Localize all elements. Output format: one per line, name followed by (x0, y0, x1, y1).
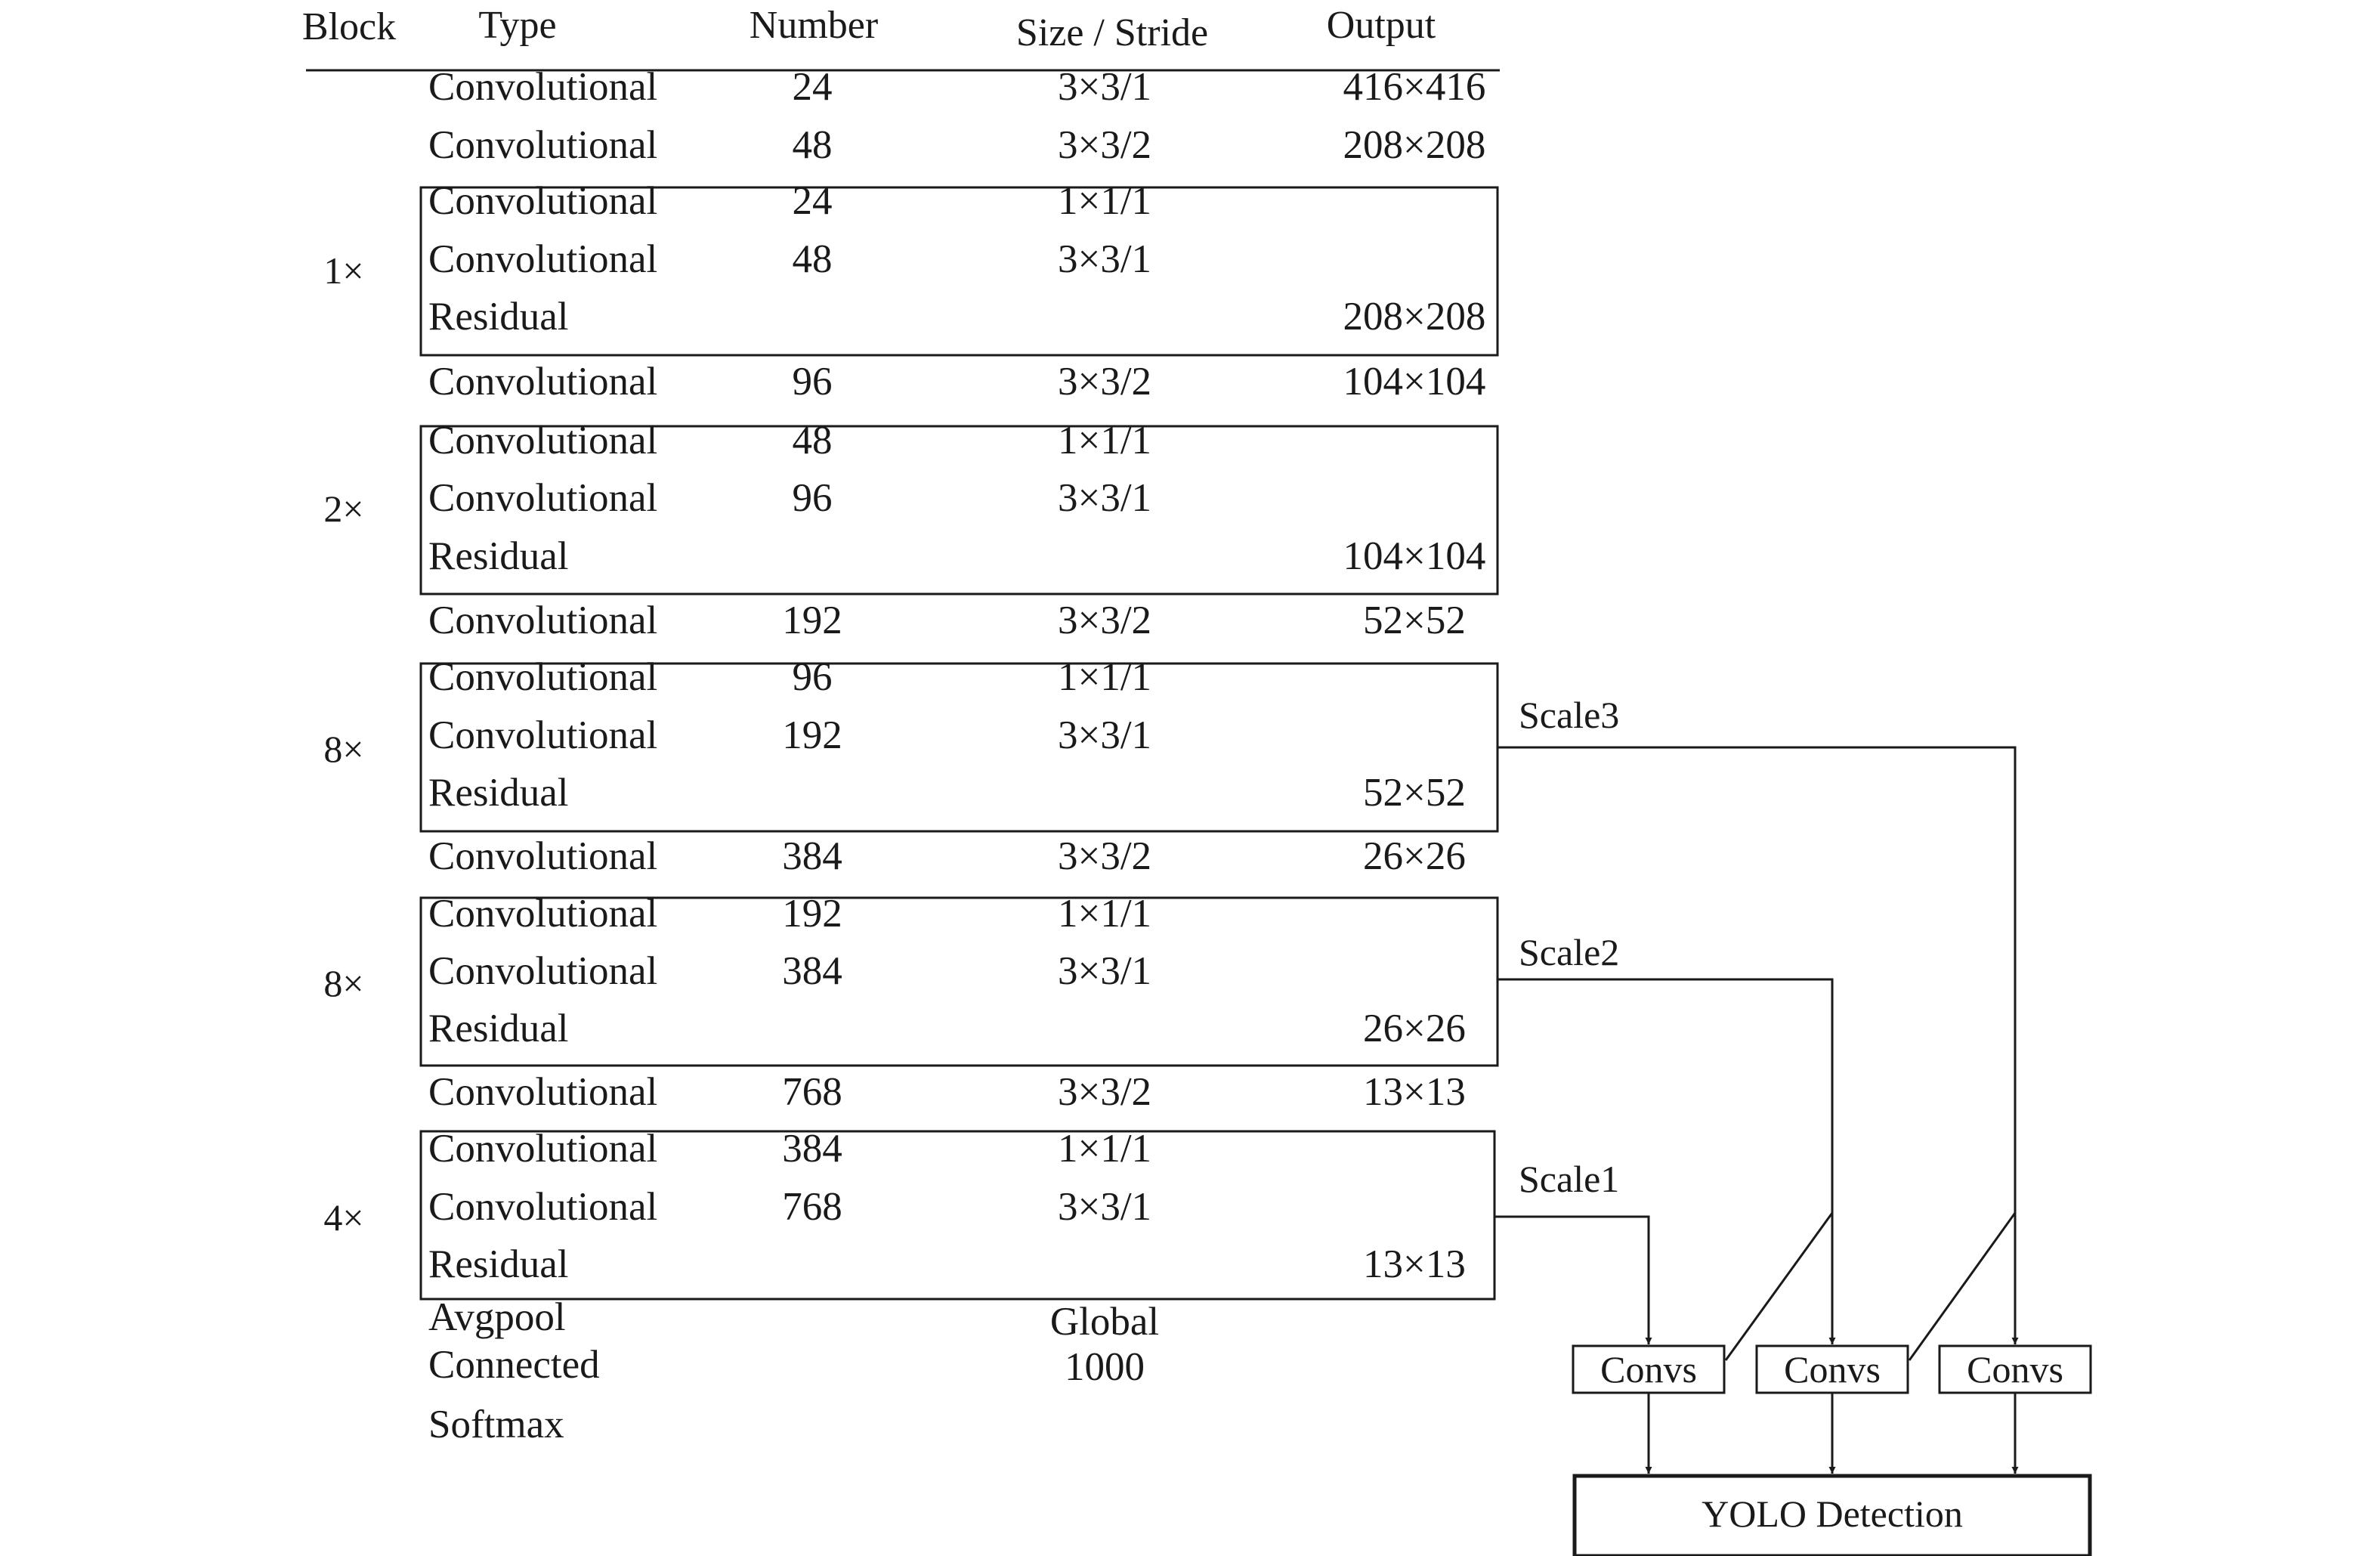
cell-size: 3×3/2 (1057, 1070, 1152, 1114)
cell-type: Residual (428, 771, 569, 815)
cell-number: 48 (792, 123, 833, 167)
cell-size: Global (1049, 1300, 1160, 1344)
cell-number: 96 (792, 476, 833, 520)
scale2-label: Scale2 (1519, 931, 1620, 973)
cell-type: Convolutional (428, 1185, 658, 1229)
header-size-stride: Size / Stride (1015, 11, 1209, 54)
cell-output: 13×13 (1363, 1070, 1466, 1114)
cell-size: 1×1/1 (1057, 419, 1152, 462)
table-row (428, 1295, 1159, 1344)
cell-size: 1×1/1 (1057, 892, 1152, 936)
table-row (428, 1403, 564, 1446)
block-repeat-3: 8× (323, 728, 364, 770)
cell-size: 1×1/1 (1057, 179, 1152, 223)
cell-number: 96 (792, 360, 833, 404)
cell-size: 3×3/1 (1057, 65, 1152, 109)
cell-output: 26×26 (1363, 1007, 1466, 1050)
cell-number: 96 (792, 655, 833, 699)
block-repeat-1: 1× (323, 249, 364, 292)
cell-output: 416×416 (1343, 65, 1486, 109)
cell-size: 1000 (1065, 1345, 1145, 1389)
cell-number: 24 (792, 179, 833, 223)
table-body (428, 65, 1485, 1446)
table-row (428, 599, 1466, 642)
upsample-link-2 (1909, 1213, 2015, 1360)
cell-type: Convolutional (428, 599, 658, 642)
cell-size: 1×1/1 (1057, 655, 1152, 699)
cell-type: Softmax (428, 1403, 564, 1446)
table-header (302, 4, 1500, 70)
cell-number: 48 (792, 237, 833, 281)
table-row (428, 1185, 1151, 1229)
cell-type: Residual (428, 1007, 569, 1050)
cell-size: 3×3/1 (1057, 949, 1152, 993)
cell-size: 3×3/2 (1057, 123, 1152, 167)
table-row (428, 834, 1466, 878)
convs-label-2: Convs (1784, 1348, 1881, 1391)
cell-type: Convolutional (428, 360, 658, 404)
cell-size: 3×3/2 (1057, 599, 1152, 642)
cell-type: Convolutional (428, 1127, 658, 1171)
cell-number: 384 (782, 834, 842, 878)
block-repeats (323, 249, 363, 1239)
cell-number: 192 (782, 892, 842, 936)
scale3-label: Scale3 (1519, 694, 1620, 736)
cell-number: 768 (782, 1070, 842, 1114)
cell-number: 192 (782, 599, 842, 642)
table-row (428, 655, 1151, 699)
cell-type: Residual (428, 534, 569, 578)
table-row (428, 1007, 1466, 1050)
cell-type: Convolutional (428, 65, 658, 109)
cell-type: Convolutional (428, 834, 658, 878)
cell-output: 26×26 (1363, 834, 1466, 878)
cell-number: 768 (782, 1185, 842, 1229)
cell-number: 48 (792, 419, 833, 462)
cell-type: Convolutional (428, 123, 658, 167)
cell-type: Residual (428, 1242, 569, 1286)
table-row (428, 360, 1485, 404)
cell-type: Convolutional (428, 949, 658, 993)
convs-label-1: Convs (1600, 1348, 1697, 1391)
scale1-label: Scale1 (1519, 1158, 1620, 1200)
cell-type: Avgpool (428, 1295, 566, 1339)
cell-type: Convolutional (428, 179, 658, 223)
cell-size: 3×3/1 (1057, 1185, 1152, 1229)
header-block: Block (301, 5, 397, 48)
cell-type: Connected (428, 1343, 600, 1387)
cell-output: 104×104 (1343, 534, 1486, 578)
table-row (428, 476, 1151, 520)
table-row (428, 534, 1485, 578)
table-row (428, 1242, 1466, 1286)
cell-output: 208×208 (1343, 123, 1486, 167)
cell-type: Convolutional (428, 476, 658, 520)
header-number: Number (749, 4, 879, 47)
cell-output: 208×208 (1343, 295, 1486, 339)
cell-number: 384 (782, 1127, 842, 1171)
table-row (428, 179, 1151, 223)
cell-type: Convolutional (428, 1070, 658, 1114)
block-repeat-2: 2× (323, 487, 364, 530)
scale1-connector (1494, 1217, 1649, 1344)
table-row (428, 713, 1151, 757)
block-repeat-4: 8× (323, 962, 364, 1004)
table-row (428, 123, 1485, 167)
table-row (428, 1070, 1466, 1114)
table-row (428, 65, 1485, 109)
scale3-connector (1498, 747, 2015, 1344)
cell-type: Convolutional (428, 237, 658, 281)
cell-size: 3×3/1 (1057, 476, 1152, 520)
cell-type: Convolutional (428, 892, 658, 936)
cell-size: 3×3/2 (1057, 834, 1152, 878)
cell-number: 192 (782, 713, 842, 757)
table-row (428, 237, 1151, 281)
cell-type: Residual (428, 295, 569, 339)
cell-size: 3×3/2 (1057, 360, 1152, 404)
cell-output: 52×52 (1363, 771, 1466, 815)
cell-output: 13×13 (1363, 1242, 1466, 1286)
cell-size: 3×3/1 (1057, 237, 1152, 281)
upsample-link-1 (1726, 1213, 1832, 1360)
cell-output: 52×52 (1363, 599, 1466, 642)
header-output: Output (1326, 4, 1436, 47)
table-row (428, 295, 1485, 339)
yolo-detection-label: YOLO Detection (1702, 1493, 1963, 1535)
header-type: Type (478, 4, 557, 47)
cell-type: Convolutional (428, 713, 658, 757)
cell-size: 3×3/1 (1057, 713, 1152, 757)
table-row (428, 1343, 1145, 1389)
block-repeat-5: 4× (323, 1196, 364, 1239)
detection-head (1494, 694, 2091, 1556)
table-row (428, 1127, 1151, 1171)
cell-number: 384 (782, 949, 842, 993)
cell-output: 104×104 (1343, 360, 1486, 404)
cell-number: 24 (792, 65, 833, 109)
table-row (428, 949, 1151, 993)
cell-size: 1×1/1 (1057, 1127, 1152, 1171)
convs-label-3: Convs (1967, 1348, 2063, 1391)
cell-type: Convolutional (428, 419, 658, 462)
table-row (428, 771, 1466, 815)
cell-type: Convolutional (428, 655, 658, 699)
